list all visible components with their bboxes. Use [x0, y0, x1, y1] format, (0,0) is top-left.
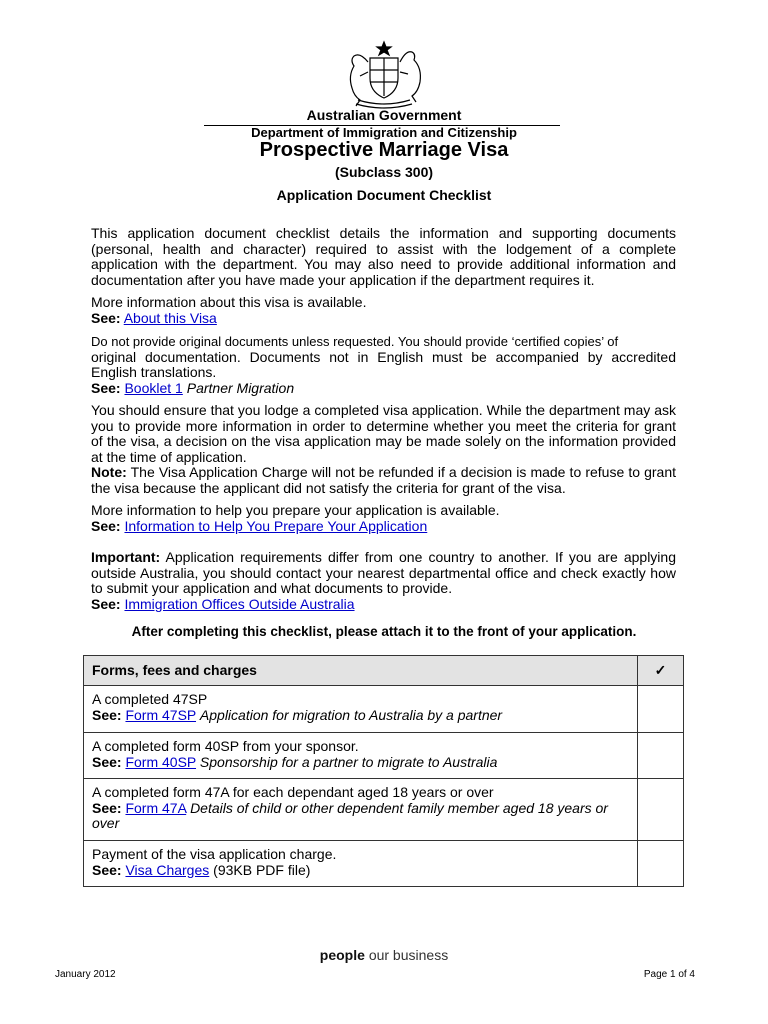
form-47sp-link[interactable]: Form 47SP	[125, 706, 197, 723]
item-see-line	[92, 755, 631, 771]
booklet-link[interactable]: Booklet 1	[124, 379, 183, 396]
document-title: Application Document Checklist	[276, 187, 492, 203]
table-row	[84, 733, 684, 779]
original-docs-line: Do not provide original documents unless requested. You should provide ‘certified copies’ of	[91, 334, 619, 349]
table-row	[84, 841, 684, 887]
see-prepare-line	[91, 519, 676, 535]
lodge-paragraph: You should ensure that you lodge a completed visa application. While the department may ask you to provide more information in order to determine whether you meet the criteria for grant of the visa, a decision on the visa application may be made solely on the information provided at the time of application.	[91, 402, 676, 465]
intro-paragraph: This application document checklist details the information and supporting documents (personal, health and character) required to assist with the lodgement of a complete application with the department. You may also need to provide additional information and documentation after you have made your application if the department requires it.	[91, 225, 676, 288]
checklist-table	[83, 655, 684, 887]
prepare-paragraph: More information to help you prepare your application is available.	[91, 502, 500, 518]
motto-strong: people	[319, 947, 365, 963]
see-label: See:	[91, 309, 121, 326]
item-see-line	[92, 863, 631, 879]
item-see-line	[92, 801, 631, 832]
checklist-checkbox[interactable]	[638, 733, 684, 779]
item-text: A completed form 40SP from your sponsor.	[92, 738, 359, 754]
checklist-item	[84, 686, 638, 733]
see-label: See:	[92, 799, 122, 816]
table-header-row	[84, 656, 684, 686]
footer-date: January 2012	[55, 969, 116, 980]
translation-paragraph: original documentation. Documents not in English must be accompanied by accredited English translations.	[91, 348, 676, 380]
attach-instruction: After completing this checklist, please attach it to the front of your application.	[131, 624, 637, 639]
visa-subclass: (Subclass 300)	[334, 164, 434, 180]
booklet-title: Partner Migration	[186, 379, 295, 396]
form-47a-link[interactable]: Form 47A	[125, 799, 187, 816]
checklist-item	[84, 841, 638, 887]
item-description: Application for migration to Australia by a partner	[199, 706, 503, 723]
table-row	[84, 779, 684, 841]
see-offices-line	[91, 597, 676, 613]
note-paragraph	[91, 465, 676, 496]
important-text: Application requirements differ from one country to another. If you are applying outside Australia, you should contact your nearest departmental office and check exactly how to submit your application and what documents to provide.	[91, 549, 676, 596]
item-text: A completed form 47A for each dependant aged 18 years or over	[92, 784, 494, 800]
checklist-item	[84, 733, 638, 779]
important-label: Important:	[91, 549, 161, 565]
visa-charges-link[interactable]: Visa Charges	[125, 861, 210, 878]
see-label: See:	[92, 753, 122, 770]
coat-of-arms-logo	[338, 40, 430, 110]
about-visa-link[interactable]: About this Visa	[123, 309, 217, 326]
important-paragraph	[91, 550, 676, 597]
checklist-checkbox[interactable]	[638, 779, 684, 841]
item-see-line	[92, 708, 631, 724]
see-label: See:	[92, 706, 122, 723]
item-text: A completed 47SP	[92, 691, 208, 707]
checklist-item	[84, 779, 638, 841]
department-name: Department of Immigration and Citizenship	[251, 125, 517, 140]
table-row	[84, 686, 684, 733]
see-label: See:	[91, 379, 121, 396]
footer-motto	[0, 947, 768, 963]
item-description: Details of child or other dependent family member aged 18 years or over	[92, 799, 608, 831]
item-text: Payment of the visa application charge.	[92, 846, 337, 862]
checklist-checkbox[interactable]	[638, 841, 684, 887]
page-title: Prospective Marriage Visa	[259, 139, 509, 161]
prepare-application-link[interactable]: Information to Help You Prepare Your Application	[124, 517, 428, 534]
checklist-checkbox[interactable]	[638, 686, 684, 733]
item-description: Sponsorship for a partner to migrate to Australia	[199, 753, 498, 770]
offices-link[interactable]: Immigration Offices Outside Australia	[124, 595, 355, 612]
motto-rest: our business	[368, 947, 449, 963]
checkmark-icon: ✓	[638, 656, 684, 686]
form-40sp-link[interactable]: Form 40SP	[125, 753, 197, 770]
item-file-info: (93KB PDF file)	[213, 861, 311, 878]
see-label: See:	[92, 861, 122, 878]
table-header-label: Forms, fees and charges	[84, 656, 638, 686]
government-name: Australian Government	[306, 107, 462, 123]
see-label: See:	[91, 595, 121, 612]
page-number: Page 1 of 4	[643, 969, 695, 980]
note-text: The Visa Application Charge will not be refunded if a decision is made to refuse to grant the visa because the applicant did not satisfy the criteria for grant of the visa.	[91, 464, 677, 496]
visa-info-paragraph: More information about this visa is available.	[91, 294, 367, 310]
see-label: See:	[91, 517, 121, 534]
see-booklet-line	[91, 381, 676, 397]
note-label: Note:	[91, 464, 127, 480]
intro-section	[91, 226, 676, 612]
see-about-line	[91, 311, 676, 327]
